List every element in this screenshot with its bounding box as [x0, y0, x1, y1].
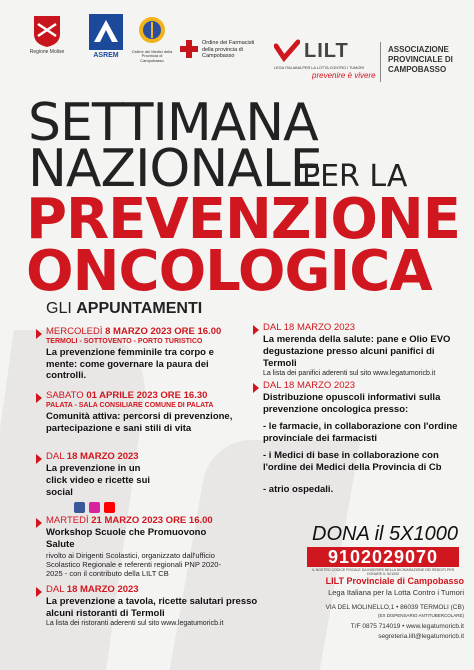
contact-subtitle: Lega Italiana per la Lotta Contro i Tumori	[328, 588, 464, 597]
event-prevenzione-tavola: DAL 18 MARZO 2023 La prevenzione a tavola, ricette salutari presso alcuni ristoranti di Termoli La lista dei ristoranti aderenti sul sito www.legatumoricb.it	[46, 584, 258, 627]
event-8-marzo: MERCOLEDÌ 8 MARZO 2023 ORE 16.00 TERMOLI - SOTTOVENTO - PORTO TURISTICO La prevenzione femminile tra corpo e mente: come governare la paura dei controlli.	[46, 326, 222, 382]
contact-email[interactable]: segreteria.lilt@legatumoricb.it	[378, 633, 464, 640]
event-arrow	[36, 329, 42, 339]
contact-tel[interactable]: T/F 0875 714019 • www.legatumoricb.it	[350, 623, 464, 630]
headline-settimana: SETTIMANA	[28, 93, 318, 153]
event-arrow	[36, 454, 42, 464]
social-icons	[74, 502, 156, 513]
logo-divider	[380, 42, 381, 82]
event-arrow	[253, 325, 259, 335]
event-arrow	[36, 587, 42, 597]
regione-molise-logo: Regione Molise	[24, 14, 70, 70]
ordine-farmacisti-logo: Ordine dei Farmacisti della provincia di Campobasso	[180, 40, 280, 96]
event-1-aprile: SABATO 01 APRILE 2023 ORE 16.30 PALATA - SALA CONSILIARE COMUNE DI PALATA Comunità attiva: percorsi di prevenzione, partecipazione e sani stili di vita	[46, 390, 233, 434]
event-opuscoli: DAL 18 MARZO 2023 Distribuzione opuscoli informativi sulla prevenzione oncologica presso: - le farmacie, in collaborazione con l'ordine provinciale dei farmacisti - i Medici di base in collaborazione con l'ordine dei Medici della Provincia di Cb - atrio ospedali.	[263, 380, 463, 496]
ordine-medici-logo: Ordine dei Medici della Provincia di Campobasso	[134, 14, 170, 70]
contact-name: LILT Provinciale di Campobasso	[325, 576, 464, 586]
event-21-marzo: MARTEDÌ 21 MARZO 2023 ORE 16.00 Workshop Scuole che Promuovono Salute rivolto ai Dirigenti Scolastici, organizzato dall'ufficio Scolastico Regionale e referenti regionali PNP 2020-2025 - con il contributo della LILT CB	[46, 515, 221, 579]
asrem-logo: ASREM	[86, 14, 126, 70]
opuscoli-item: - i Medici di base in collaborazione con l'ordine dei Medici della Provincia di Cb	[263, 450, 442, 474]
headline-prevenzione: PREVENZIONE	[26, 187, 461, 252]
opuscoli-item: - le farmacie, in collaborazione con l'ordine provinciale dei farmacisti	[263, 420, 458, 444]
event-arrow	[36, 393, 42, 403]
event-prevenzione-click: DAL 18 MARZO 2023 La prevenzione in un click video e ricette sui social	[46, 451, 156, 513]
opuscoli-item: - atrio ospedali.	[263, 484, 334, 496]
lilt-logo: LILT LEGA ITALIANA PER LA LOTTA CONTRO I TUMORI prevenire è vivere	[274, 40, 376, 80]
asrem-icon	[89, 14, 123, 50]
section-title: GLI APPUNTAMENTI	[46, 300, 203, 317]
dona-5x1000: DONA il 5X1000	[312, 523, 458, 545]
instagram-icon[interactable]	[89, 502, 100, 513]
codice-fiscale: 9102029070	[307, 547, 459, 567]
event-arrow	[36, 518, 42, 528]
codice-note: IL NOSTRO CODICE FISCALE DA INSERIRE NELLA DICHIARAZIONE DEI REDDITI PER DONARE IL 5X1000	[311, 568, 455, 576]
youtube-icon[interactable]	[104, 502, 115, 513]
event-merenda: DAL 18 MARZO 2023 La merenda della salute: pane e Olio EVO degustazione presso alcuni panifici di Termoli La lista dei panifici aderenti sul sito www.legatumoricb.it	[263, 322, 451, 377]
cross-icon	[180, 40, 198, 58]
association-label: ASSOCIAZIONE PROVINCIALE DI CAMPOBASSO	[388, 45, 453, 74]
lilt-emblem-icon	[274, 38, 300, 62]
medici-emblem-icon	[138, 14, 166, 48]
contact-address-note: (EX DISPENSARIO ANTITUBERCOLARE)	[377, 613, 464, 618]
headline-nazionale: NAZIONALE	[28, 139, 322, 199]
event-arrow	[253, 383, 259, 393]
contact-address: VIA DEL MOLINELLO,1 • 86039 TERMOLI (CB)	[325, 604, 464, 611]
headline-per-la: PER LA	[302, 159, 408, 194]
shield-icon	[32, 14, 62, 48]
headline-oncologica: ONCOLOGICA	[26, 239, 432, 304]
facebook-icon[interactable]	[74, 502, 85, 513]
